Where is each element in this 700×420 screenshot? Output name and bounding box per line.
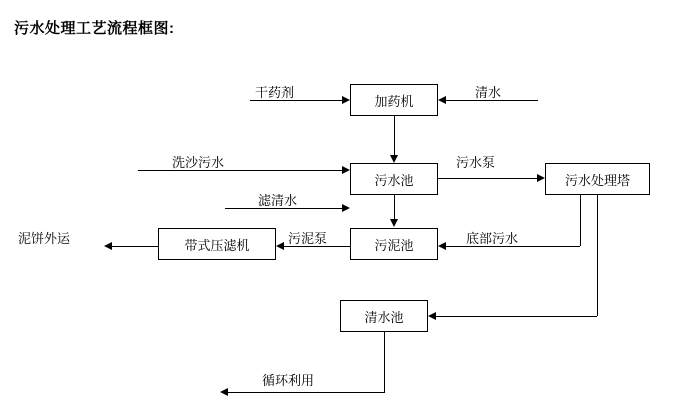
node-sludge-pool-label: 污泥池 — [374, 237, 414, 253]
edge-arrow-filtrate — [342, 204, 350, 212]
edge-line-filtrate — [225, 208, 342, 209]
node-sewage-pool-label: 污水池 — [374, 172, 414, 188]
edge-arrow-sand-wash-sewage — [342, 166, 350, 174]
node-sewage-pool[interactable] — [350, 163, 438, 195]
edge-line-bottom-sewage-horiz — [446, 246, 580, 247]
edge-line-clear-water-in — [446, 100, 538, 101]
edge-line-recycle-vert — [384, 332, 385, 392]
node-treatment-tower[interactable] — [545, 163, 650, 195]
edge-arrow-sewage-to-sludge — [390, 219, 398, 227]
node-clean-water-pool-label: 清水池 — [364, 309, 404, 325]
page-title: 污水处理工艺流程框图: — [14, 20, 175, 37]
edge-line-tower-to-clean-horiz — [436, 316, 597, 317]
edge-arrow-sludge-pump — [276, 242, 284, 250]
edge-line-dosing-to-sewage — [394, 116, 395, 156]
edge-arrow-mud-cake-out — [104, 242, 112, 250]
edge-label-sludge-pump: 污泥泵 — [288, 231, 328, 246]
edge-line-tower-to-clean-vert — [597, 195, 598, 316]
edge-label-bottom-sewage: 底部污水 — [466, 231, 519, 246]
edge-arrow-dosing-to-sewage — [390, 155, 398, 163]
edge-label-sewage-pump: 污水泵 — [456, 155, 496, 170]
edge-arrow-bottom-sewage — [438, 242, 446, 250]
edge-label-filtrate: 滤清水 — [258, 193, 298, 208]
edge-label-mud-cake-out: 泥饼外运 — [18, 231, 71, 246]
edge-line-recycle-horiz — [228, 392, 385, 393]
edge-arrow-dry-agent — [342, 96, 350, 104]
edge-line-dry-agent — [250, 100, 342, 101]
node-treatment-tower-label: 污水处理塔 — [564, 172, 630, 188]
node-sludge-pool[interactable] — [350, 228, 438, 260]
edge-line-bottom-sewage-vert — [580, 195, 581, 246]
edge-line-sewage-to-sludge — [394, 195, 395, 220]
node-belt-filter-press[interactable] — [158, 228, 276, 260]
edge-label-dry-agent: 干药剂 — [255, 85, 295, 100]
edge-line-sewage-pump — [438, 178, 537, 179]
node-dosing-machine[interactable] — [350, 84, 438, 116]
node-belt-filter-press-label: 带式压滤机 — [184, 237, 250, 253]
edge-label-sand-wash-sewage: 洗沙污水 — [172, 155, 225, 170]
edge-arrow-clear-water-in — [438, 96, 446, 104]
edge-label-recycle-use: 循环利用 — [262, 373, 315, 388]
edge-arrow-recycle — [220, 388, 228, 396]
edge-line-mud-cake-out — [112, 246, 158, 247]
edge-arrow-sewage-pump — [537, 174, 545, 182]
node-clean-water-pool[interactable] — [340, 300, 428, 332]
edge-line-sludge-pump — [284, 246, 350, 247]
edge-arrow-tower-to-clean — [428, 312, 436, 320]
edge-line-sand-wash-sewage — [138, 170, 342, 171]
edge-label-clear-water-in: 清水 — [475, 85, 502, 100]
node-dosing-machine-label: 加药机 — [374, 93, 414, 109]
